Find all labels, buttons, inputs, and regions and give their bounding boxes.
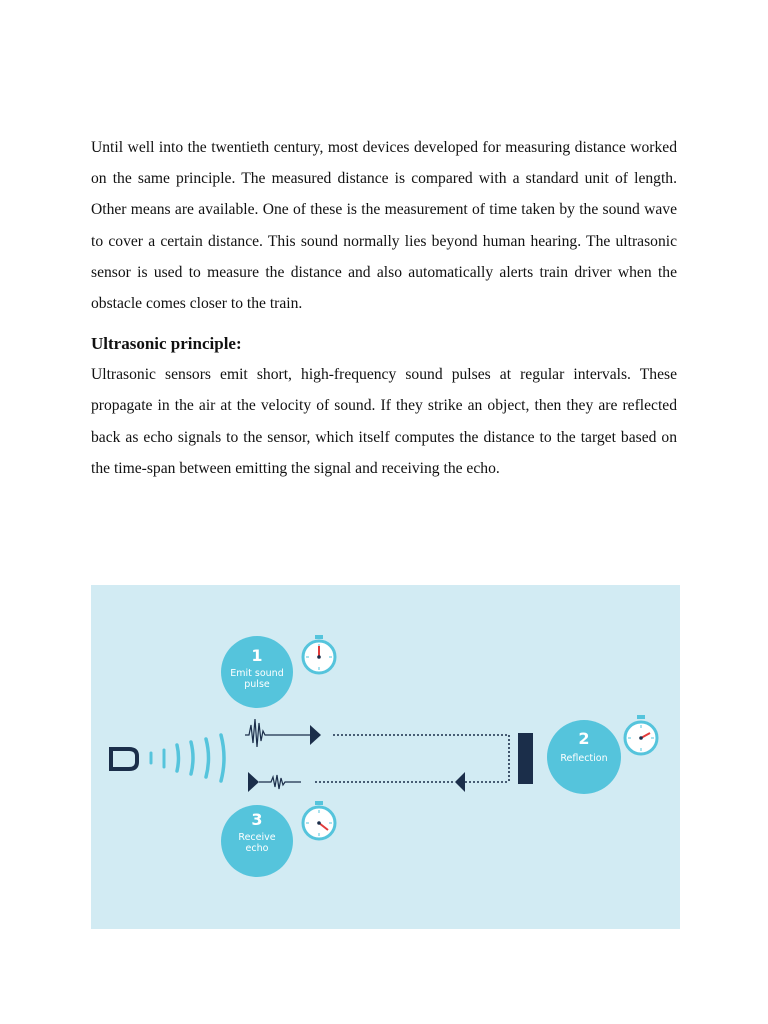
step-3-text: Receive echo [238,832,276,854]
ultrasonic-principle-diagram [91,585,680,929]
step-1-text: Emit sound pulse [230,668,284,690]
step-1-label [222,646,292,690]
step-1-number: 1 [251,646,263,665]
sound-wave-icon [151,735,224,781]
step-3-label [222,810,292,854]
signal-path [315,735,509,782]
echo-signal-icon [259,775,301,789]
stopwatch-icon [303,635,335,673]
receive-arrow-head [248,772,259,792]
step-3-number: 3 [251,810,263,829]
principle-paragraph: Ultrasonic sensors emit short, high-frequency sound pulses at regular intervals. These propagate in the air at the velocity of sound. If they strike an object, then they are reflected back as echo signals to the sensor, which itself computes the distance to the target based on the time-span between emitting the signal and receiving the echo. [91,366,677,477]
stopwatch-icon [625,715,657,754]
step-2-number: 2 [578,729,590,748]
obstacle-icon [518,733,533,784]
return-arrow-head-mid [455,772,465,792]
document-body [91,132,677,484]
section-heading: Ultrasonic principle: [91,334,242,354]
intro-paragraph: Until well into the twentieth century, most devices developed for measuring distance worked on the same principle. The measured distance is compared with a standard unit of length. Other means are available. One of these is the measurement of time taken by the sound wave to cover a certain distance. This sound normally lies beyond human hearing. The ultrasonic sensor is used to measure the distance and also automatically alerts train driver when the obstacle comes closer to the train. [91,139,677,313]
step-2-text: Reflection [560,753,608,764]
stopwatch-icon [303,801,335,839]
step-2-label [547,729,621,764]
sensor-icon [111,749,137,769]
emit-arrow-head [310,725,321,745]
pulse-signal-icon [245,719,311,747]
